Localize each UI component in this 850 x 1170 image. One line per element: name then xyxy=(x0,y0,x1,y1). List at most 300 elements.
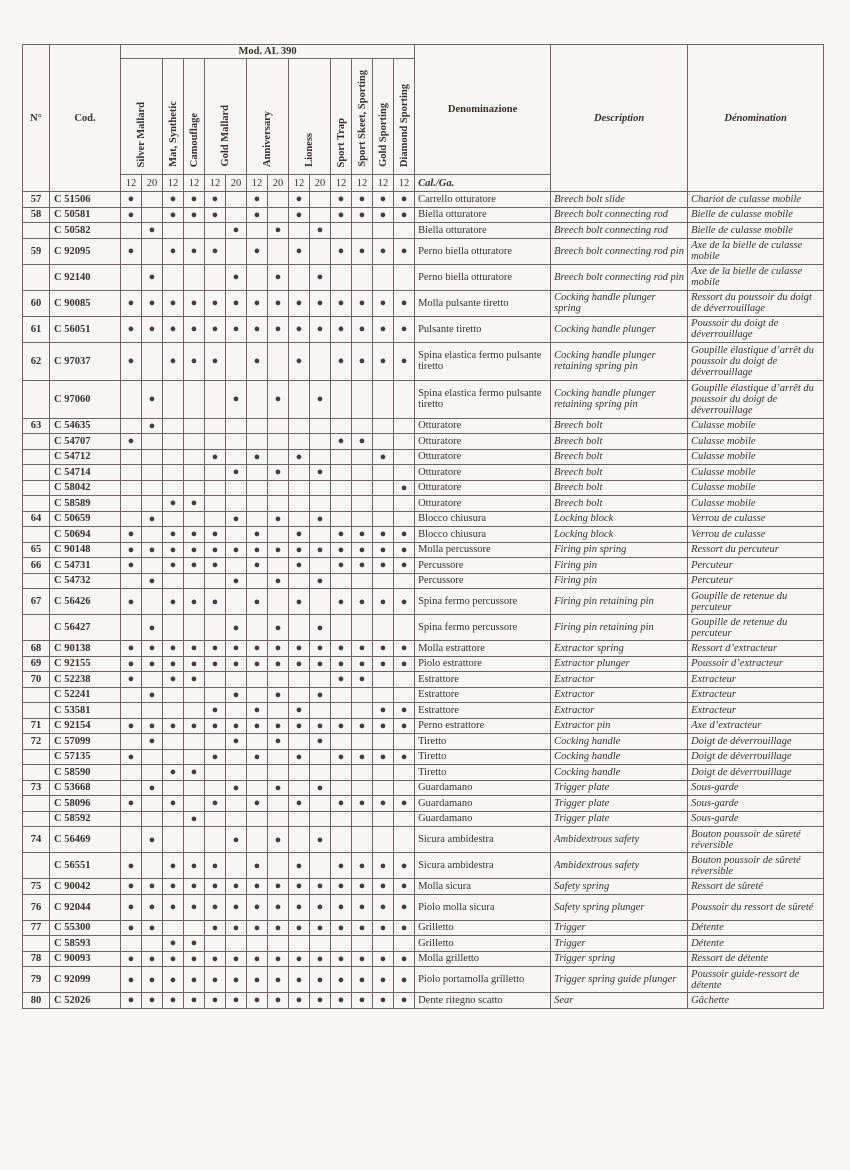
availability-cell: ● xyxy=(205,342,226,380)
availability-cell: ● xyxy=(352,672,373,688)
availability-cell: ● xyxy=(247,290,268,316)
availability-cell xyxy=(247,496,268,512)
availability-cell xyxy=(268,207,289,223)
availability-cell: ● xyxy=(247,920,268,936)
availability-cell: ● xyxy=(310,223,331,239)
availability-cell: ● xyxy=(247,238,268,264)
italian-name: Spina fermo percussore xyxy=(415,615,551,641)
availability-cell xyxy=(331,827,352,853)
availability-cell xyxy=(163,703,184,719)
availability-cell xyxy=(268,672,289,688)
italian-name: Guardamano xyxy=(415,811,551,827)
availability-cell: ● xyxy=(310,718,331,734)
french-name: Chariot de culasse mobile xyxy=(688,192,824,208)
part-code: C 97060 xyxy=(50,380,121,418)
availability-cell: ● xyxy=(121,527,142,543)
availability-cell xyxy=(373,480,394,496)
french-name: Goupille de retenue du percuteur xyxy=(688,589,824,615)
availability-cell xyxy=(289,465,310,481)
italian-name: Pulsante tiretto xyxy=(415,316,551,342)
availability-cell: ● xyxy=(373,796,394,812)
availability-cell xyxy=(205,434,226,450)
part-number xyxy=(23,434,50,450)
caliber-cell: 20 xyxy=(268,175,289,192)
availability-cell: ● xyxy=(184,192,205,208)
french-name: Goupille élastique d’arrêt du poussoir du doigt de déverrouillage xyxy=(688,342,824,380)
availability-cell: ● xyxy=(331,672,352,688)
availability-cell xyxy=(310,192,331,208)
availability-cell xyxy=(184,511,205,527)
availability-cell xyxy=(352,465,373,481)
english-description: Extractor spring xyxy=(551,641,688,657)
availability-cell xyxy=(121,936,142,952)
part-number xyxy=(23,465,50,481)
part-code: C 57135 xyxy=(50,749,121,765)
availability-cell xyxy=(121,480,142,496)
availability-cell: ● xyxy=(226,573,247,589)
french-name: Axe de la bielle de culasse mobile xyxy=(688,264,824,290)
availability-cell xyxy=(373,811,394,827)
english-description: Safety spring xyxy=(551,879,688,895)
availability-cell xyxy=(205,465,226,481)
part-number: 60 xyxy=(23,290,50,316)
availability-cell: ● xyxy=(352,853,373,879)
english-description: Breech bolt slide xyxy=(551,192,688,208)
french-name: Poussoir du ressort de sûreté xyxy=(688,894,824,920)
part-number: 75 xyxy=(23,879,50,895)
table-row xyxy=(23,542,824,558)
english-description: Cocking handle xyxy=(551,749,688,765)
availability-cell xyxy=(394,734,415,750)
part-number xyxy=(23,687,50,703)
availability-cell xyxy=(163,827,184,853)
availability-cell: ● xyxy=(121,316,142,342)
availability-cell xyxy=(205,380,226,418)
col-header-italian: Denominazione xyxy=(415,45,551,175)
availability-cell xyxy=(247,734,268,750)
availability-cell: ● xyxy=(226,920,247,936)
availability-cell xyxy=(121,418,142,434)
availability-cell xyxy=(268,527,289,543)
availability-cell xyxy=(121,496,142,512)
part-number: 76 xyxy=(23,894,50,920)
availability-cell xyxy=(184,434,205,450)
availability-cell xyxy=(121,380,142,418)
availability-cell xyxy=(331,573,352,589)
italian-name: Perno estrattore xyxy=(415,718,551,734)
french-name: Culasse mobile xyxy=(688,449,824,465)
availability-cell: ● xyxy=(142,920,163,936)
availability-cell: ● xyxy=(394,967,415,993)
availability-cell xyxy=(268,796,289,812)
italian-name: Biella otturatore xyxy=(415,223,551,239)
availability-cell xyxy=(142,465,163,481)
availability-cell xyxy=(352,264,373,290)
availability-cell xyxy=(373,465,394,481)
availability-cell xyxy=(352,496,373,512)
availability-cell xyxy=(142,765,163,781)
availability-cell: ● xyxy=(121,558,142,574)
availability-cell: ● xyxy=(142,511,163,527)
availability-cell: ● xyxy=(226,465,247,481)
french-name: Extracteur xyxy=(688,703,824,719)
availability-cell: ● xyxy=(289,589,310,615)
availability-cell: ● xyxy=(226,967,247,993)
availability-cell xyxy=(289,687,310,703)
availability-cell: ● xyxy=(394,316,415,342)
french-name: Ressort d’extracteur xyxy=(688,641,824,657)
availability-cell: ● xyxy=(331,967,352,993)
availability-cell: ● xyxy=(247,558,268,574)
part-number: 64 xyxy=(23,511,50,527)
availability-cell: ● xyxy=(331,207,352,223)
english-description: Trigger xyxy=(551,936,688,952)
part-code: C 54731 xyxy=(50,558,121,574)
part-code: C 56469 xyxy=(50,827,121,853)
availability-cell: ● xyxy=(289,542,310,558)
availability-cell xyxy=(184,703,205,719)
italian-name: Guardamano xyxy=(415,780,551,796)
availability-cell xyxy=(163,264,184,290)
availability-cell xyxy=(121,615,142,641)
availability-cell: ● xyxy=(163,542,184,558)
availability-cell xyxy=(121,811,142,827)
availability-cell xyxy=(289,223,310,239)
availability-cell: ● xyxy=(226,894,247,920)
parts-table xyxy=(22,44,824,1009)
availability-cell xyxy=(394,434,415,450)
availability-cell: ● xyxy=(352,589,373,615)
availability-cell xyxy=(184,749,205,765)
availability-cell xyxy=(226,342,247,380)
availability-cell: ● xyxy=(163,853,184,879)
availability-cell: ● xyxy=(247,993,268,1009)
variant-header xyxy=(184,59,205,175)
availability-cell xyxy=(331,703,352,719)
availability-cell: ● xyxy=(184,207,205,223)
table-row xyxy=(23,238,824,264)
french-name: Poussoir d’extracteur xyxy=(688,656,824,672)
availability-cell: ● xyxy=(247,192,268,208)
italian-name: Piolo molla sicura xyxy=(415,894,551,920)
english-description: Trigger spring guide plunger xyxy=(551,967,688,993)
availability-cell xyxy=(268,496,289,512)
table-row xyxy=(23,811,824,827)
italian-name: Estrattore xyxy=(415,672,551,688)
availability-cell xyxy=(205,480,226,496)
availability-cell xyxy=(142,853,163,879)
availability-cell xyxy=(310,765,331,781)
availability-cell: ● xyxy=(352,796,373,812)
table-row xyxy=(23,894,824,920)
availability-cell xyxy=(331,465,352,481)
availability-cell xyxy=(247,936,268,952)
availability-cell: ● xyxy=(289,527,310,543)
part-code: C 55300 xyxy=(50,920,121,936)
availability-cell xyxy=(184,465,205,481)
availability-cell xyxy=(268,434,289,450)
availability-cell xyxy=(226,207,247,223)
parts-sheet xyxy=(22,44,814,1009)
french-name: Sous-garde xyxy=(688,780,824,796)
caliber-cell: 12 xyxy=(247,175,268,192)
col-header-french: Dénomination xyxy=(688,45,824,192)
part-code: C 92140 xyxy=(50,264,121,290)
availability-cell xyxy=(289,418,310,434)
part-code: C 92155 xyxy=(50,656,121,672)
availability-cell xyxy=(373,734,394,750)
italian-name: Percussore xyxy=(415,558,551,574)
part-code: C 92044 xyxy=(50,894,121,920)
availability-cell: ● xyxy=(226,951,247,967)
availability-cell: ● xyxy=(142,641,163,657)
availability-cell: ● xyxy=(373,558,394,574)
english-description: Trigger xyxy=(551,920,688,936)
english-description: Extractor xyxy=(551,703,688,719)
availability-cell xyxy=(268,703,289,719)
availability-cell: ● xyxy=(331,238,352,264)
availability-cell: ● xyxy=(142,573,163,589)
availability-cell: ● xyxy=(142,967,163,993)
availability-cell: ● xyxy=(352,894,373,920)
caliber-cell: 12 xyxy=(394,175,415,192)
availability-cell xyxy=(352,687,373,703)
availability-cell xyxy=(394,449,415,465)
availability-cell: ● xyxy=(352,641,373,657)
availability-cell: ● xyxy=(205,894,226,920)
availability-cell: ● xyxy=(352,238,373,264)
english-description: Breech bolt xyxy=(551,480,688,496)
italian-name: Molla estrattore xyxy=(415,641,551,657)
availability-cell: ● xyxy=(226,223,247,239)
part-number: 62 xyxy=(23,342,50,380)
availability-cell: ● xyxy=(373,894,394,920)
availability-cell xyxy=(247,480,268,496)
availability-cell xyxy=(268,480,289,496)
availability-cell: ● xyxy=(121,434,142,450)
availability-cell xyxy=(226,192,247,208)
table-row xyxy=(23,656,824,672)
english-description: Safety spring plunger xyxy=(551,894,688,920)
english-description: Sear xyxy=(551,993,688,1009)
availability-cell: ● xyxy=(352,342,373,380)
availability-cell xyxy=(394,687,415,703)
french-name: Culasse mobile xyxy=(688,480,824,496)
english-description: Extractor plunger xyxy=(551,656,688,672)
table-row xyxy=(23,641,824,657)
table-row xyxy=(23,703,824,719)
availability-cell: ● xyxy=(121,853,142,879)
french-name: Doigt de déverrouillage xyxy=(688,765,824,781)
availability-cell xyxy=(121,511,142,527)
table-row xyxy=(23,687,824,703)
availability-cell xyxy=(226,811,247,827)
availability-cell xyxy=(352,936,373,952)
caliber-cell: 12 xyxy=(184,175,205,192)
availability-cell: ● xyxy=(121,342,142,380)
french-name: Culasse mobile xyxy=(688,418,824,434)
availability-cell xyxy=(226,765,247,781)
availability-cell xyxy=(142,589,163,615)
availability-cell: ● xyxy=(373,749,394,765)
french-name: Axe de la bielle de culasse mobile xyxy=(688,238,824,264)
availability-cell xyxy=(289,496,310,512)
italian-name: Molla pulsante tiretto xyxy=(415,290,551,316)
italian-name: Guardamano xyxy=(415,796,551,812)
availability-cell: ● xyxy=(373,290,394,316)
english-description: Locking block xyxy=(551,527,688,543)
availability-cell: ● xyxy=(163,656,184,672)
availability-cell: ● xyxy=(205,656,226,672)
variant-label: Sport Trap xyxy=(335,117,347,167)
table-row xyxy=(23,734,824,750)
availability-cell xyxy=(142,811,163,827)
availability-cell xyxy=(163,449,184,465)
availability-cell: ● xyxy=(163,672,184,688)
table-row xyxy=(23,615,824,641)
availability-cell xyxy=(394,827,415,853)
french-name: Ressort de sûreté xyxy=(688,879,824,895)
availability-cell xyxy=(394,765,415,781)
availability-cell xyxy=(184,615,205,641)
availability-cell xyxy=(331,687,352,703)
availability-cell xyxy=(352,480,373,496)
availability-cell xyxy=(310,527,331,543)
availability-cell: ● xyxy=(352,951,373,967)
availability-cell: ● xyxy=(373,656,394,672)
part-code: C 52241 xyxy=(50,687,121,703)
availability-cell: ● xyxy=(310,380,331,418)
availability-cell xyxy=(184,380,205,418)
availability-cell xyxy=(373,380,394,418)
availability-cell xyxy=(289,573,310,589)
availability-cell: ● xyxy=(226,656,247,672)
english-description: Trigger plate xyxy=(551,811,688,827)
availability-cell xyxy=(205,223,226,239)
part-number xyxy=(23,936,50,952)
availability-cell xyxy=(163,480,184,496)
availability-cell xyxy=(310,480,331,496)
availability-cell: ● xyxy=(268,223,289,239)
variant-label: Gold Mallard xyxy=(220,105,231,167)
availability-cell: ● xyxy=(184,936,205,952)
part-code: C 53581 xyxy=(50,703,121,719)
english-description: Breech bolt connecting rod xyxy=(551,207,688,223)
french-name: Extracteur xyxy=(688,672,824,688)
table-row xyxy=(23,796,824,812)
french-name: Poussoir guide-ressort de détente xyxy=(688,967,824,993)
part-number: 79 xyxy=(23,967,50,993)
availability-cell: ● xyxy=(247,749,268,765)
availability-cell xyxy=(142,238,163,264)
availability-cell xyxy=(394,264,415,290)
part-number: 73 xyxy=(23,780,50,796)
italian-name: Otturatore xyxy=(415,480,551,496)
italian-name: Otturatore xyxy=(415,434,551,450)
availability-cell xyxy=(163,434,184,450)
availability-cell xyxy=(394,511,415,527)
availability-cell xyxy=(373,672,394,688)
availability-cell: ● xyxy=(331,434,352,450)
french-name: Bielle de culasse mobile xyxy=(688,223,824,239)
availability-cell xyxy=(310,811,331,827)
availability-cell: ● xyxy=(247,718,268,734)
part-number xyxy=(23,264,50,290)
availability-cell: ● xyxy=(142,656,163,672)
availability-cell: ● xyxy=(373,449,394,465)
availability-cell: ● xyxy=(142,951,163,967)
variant-header xyxy=(163,59,184,175)
col-header-number: N° xyxy=(23,45,50,192)
availability-cell: ● xyxy=(142,223,163,239)
variant-header xyxy=(247,59,289,175)
availability-cell xyxy=(373,780,394,796)
availability-cell: ● xyxy=(394,894,415,920)
availability-cell xyxy=(121,734,142,750)
part-number: 61 xyxy=(23,316,50,342)
availability-cell: ● xyxy=(184,496,205,512)
availability-cell xyxy=(373,615,394,641)
availability-cell xyxy=(310,796,331,812)
availability-cell: ● xyxy=(394,589,415,615)
availability-cell: ● xyxy=(373,316,394,342)
part-code: C 90093 xyxy=(50,951,121,967)
availability-cell: ● xyxy=(352,207,373,223)
availability-cell xyxy=(247,672,268,688)
availability-cell xyxy=(163,223,184,239)
availability-cell xyxy=(289,380,310,418)
availability-cell: ● xyxy=(142,993,163,1009)
availability-cell: ● xyxy=(163,936,184,952)
availability-cell: ● xyxy=(373,967,394,993)
table-row xyxy=(23,316,824,342)
availability-cell xyxy=(331,936,352,952)
availability-cell: ● xyxy=(310,465,331,481)
availability-cell: ● xyxy=(331,290,352,316)
availability-cell: ● xyxy=(331,656,352,672)
availability-cell: ● xyxy=(373,589,394,615)
italian-name: Perno biella otturatore xyxy=(415,238,551,264)
table-row xyxy=(23,573,824,589)
col-header-code: Cod. xyxy=(50,45,121,192)
availability-cell: ● xyxy=(331,527,352,543)
availability-cell: ● xyxy=(331,342,352,380)
availability-cell xyxy=(142,207,163,223)
availability-cell xyxy=(394,811,415,827)
availability-cell xyxy=(310,342,331,380)
french-name: Goupille élastique d’arrêt du poussoir du doigt de déverrouillage xyxy=(688,380,824,418)
availability-cell: ● xyxy=(310,780,331,796)
part-number xyxy=(23,573,50,589)
caliber-cell: 12 xyxy=(352,175,373,192)
availability-cell: ● xyxy=(121,656,142,672)
italian-name: Molla percussore xyxy=(415,542,551,558)
english-description: Extractor pin xyxy=(551,718,688,734)
availability-cell: ● xyxy=(121,951,142,967)
availability-cell: ● xyxy=(121,672,142,688)
french-name: Sous-garde xyxy=(688,796,824,812)
part-number: 65 xyxy=(23,542,50,558)
availability-cell: ● xyxy=(268,993,289,1009)
availability-cell xyxy=(268,418,289,434)
table-row xyxy=(23,223,824,239)
availability-cell xyxy=(289,672,310,688)
availability-cell xyxy=(142,558,163,574)
availability-cell: ● xyxy=(142,316,163,342)
part-number xyxy=(23,527,50,543)
availability-cell: ● xyxy=(121,641,142,657)
availability-cell: ● xyxy=(331,879,352,895)
